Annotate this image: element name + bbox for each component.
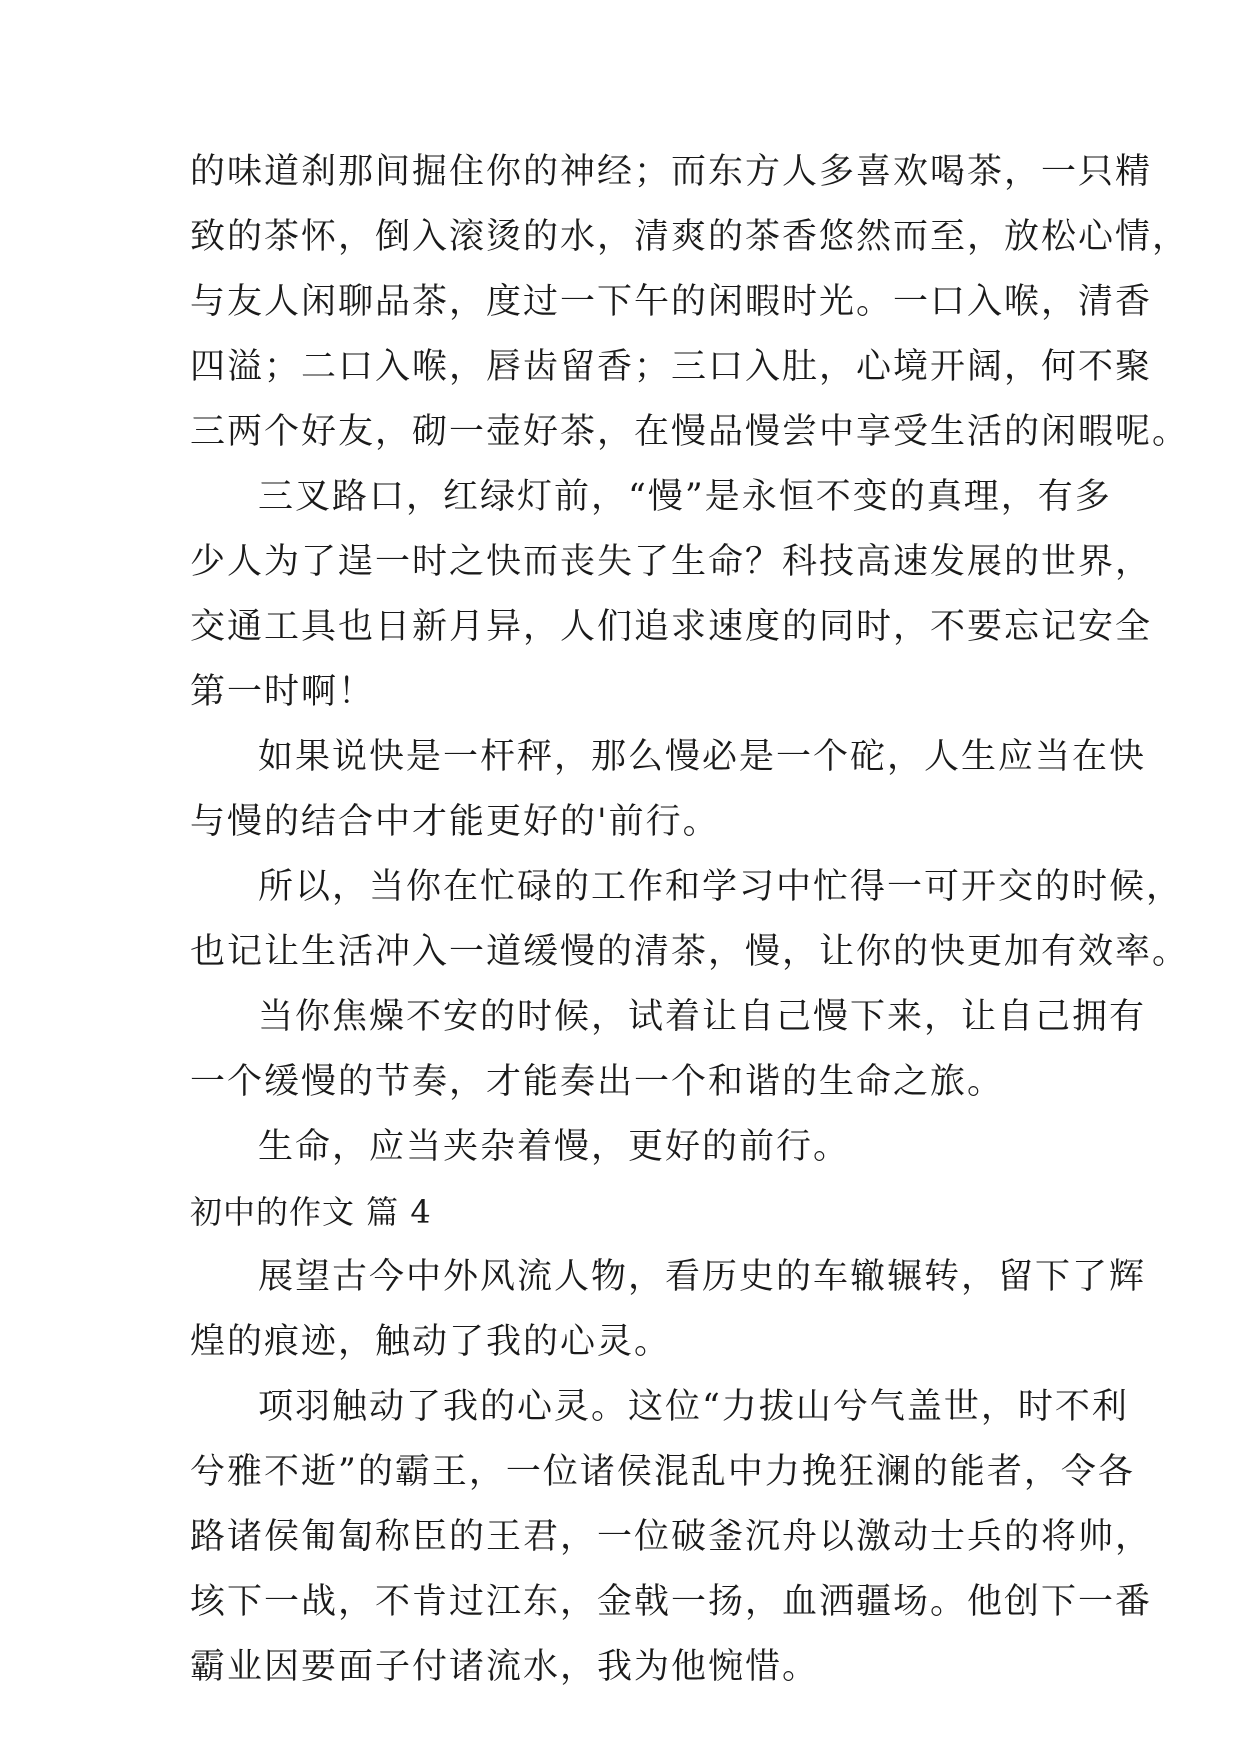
text-line: 第一时啊！ (190, 672, 376, 712)
text-line: 交通工具也日新月异，人们追求速度的同时，不要忘记安全 (190, 607, 1153, 647)
text-line: 的味道刹那间掘住你的神经；而东方人多喜欢喝茶，一只精 (190, 152, 1153, 192)
text-line: 与友人闲聊品茶，度过一下午的闲暇时光。一口入喉，清香 (190, 282, 1153, 322)
paragraph-start: 三叉路口，红绿灯前，“慢”是永恒不变的真理，有多 (258, 477, 1112, 517)
text-line: 三两个好友，砌一壶好茶，在慢品慢尝中享受生活的闲暇呢。 (190, 412, 1190, 452)
text-line: 少人为了逞一时之快而丧失了生命？科技高速发展的世界， (190, 542, 1153, 582)
text-line: 一个缓慢的节奏，才能奏出一个和谐的生命之旅。 (190, 1062, 1005, 1102)
paragraph-start: 如果说快是一杆秤，那么慢必是一个砣，人生应当在快 (258, 737, 1147, 777)
text-line: 也记让生活冲入一道缓慢的清茶，慢，让你的快更加有效率。 (190, 932, 1190, 972)
section-heading: 初中的作文 篇 4 (190, 1193, 432, 1231)
text-line: 霸业因要面子付诸流水，我为他惋惜。 (190, 1647, 820, 1687)
paragraph-start: 所以，当你在忙碌的工作和学习中忙得一可开交的时候， (258, 867, 1184, 907)
text-line: 煌的痕迹，触动了我的心灵。 (190, 1322, 672, 1362)
text-line: 与慢的结合中才能更好的'前行。 (190, 802, 720, 842)
paragraph-start: 生命，应当夹杂着慢，更好的前行。 (258, 1127, 851, 1167)
text-line: 致的茶怀，倒入滚烫的水，清爽的茶香悠然而至，放松心情， (190, 217, 1190, 257)
text-line: 四溢；二口入喉，唇齿留香；三口入肚，心境开阔，何不聚 (190, 347, 1153, 387)
text-line: 路诸侯匍匐称臣的王君，一位破釜沉舟以激动士兵的将帅， (190, 1517, 1153, 1557)
paragraph-start: 当你焦燥不安的时候，试着让自己慢下来，让自己拥有 (258, 997, 1147, 1037)
text-line: 兮雅不逝”的霸王，一位诸侯混乱中力挽狂澜的能者，令各 (190, 1452, 1135, 1492)
text-line: 垓下一战，不肯过江东，金戟一扬，血洒疆场。他创下一番 (190, 1582, 1153, 1622)
paragraph-start: 项羽触动了我的心灵。这位“力拔山兮气盖世，时不利 (258, 1387, 1129, 1427)
paragraph-start: 展望古今中外风流人物，看历史的车辙辗转，留下了辉 (258, 1257, 1147, 1297)
